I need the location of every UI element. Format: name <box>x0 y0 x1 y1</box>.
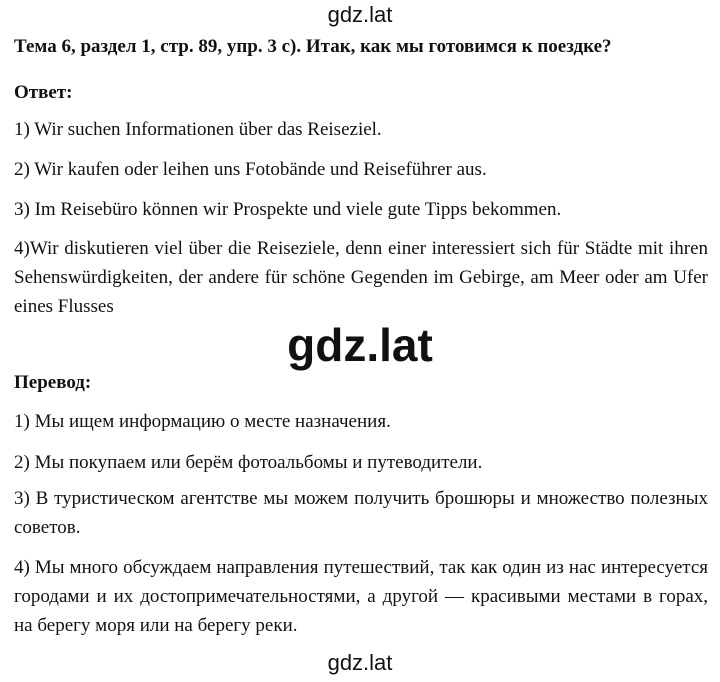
answer-item-2: 2) Wir kaufen oder leihen uns Fotobände und Reiseführer aus. <box>14 159 487 180</box>
translation-item-4: 4) Мы много обсуждаем направления путешествий, так как один из нас интересуется городами и их достопримечательностями, а другой — красивыми местами в горах, на берегу моря или на берегу реки. <box>14 557 708 636</box>
exercise-title: Тема 6, раздел 1, стр. 89, упр. 3 c). Итак, как мы готовимся к поездке? <box>14 36 612 57</box>
translation-item-2: 2) Мы покупаем или берём фотоальбомы и путеводители. <box>14 452 483 473</box>
watermark-bottom: gdz.lat <box>327 650 393 675</box>
watermark-top: gdz.lat <box>327 2 393 27</box>
translation-heading: Перевод: <box>14 372 92 393</box>
answer-item-4: 4)Wir diskutieren viel über die Reiseziele, denn einer interessiert sich für Städte mit ihren Sehenswürdigkeiten, der andere für schöne Gegenden im Gebirge, am Meer oder am Ufer eines Flusses <box>14 238 708 317</box>
translation-item-3: 3) В туристическом агентстве мы можем получить брошюры и множество полезных советов. <box>14 488 708 538</box>
answer-heading: Ответ: <box>14 82 73 103</box>
watermark-middle: gdz.lat <box>287 319 433 371</box>
translation-item-1: 1) Мы ищем информацию о месте назначения. <box>14 411 391 432</box>
answer-item-1: 1) Wir suchen Informationen über das Reiseziel. <box>14 119 382 140</box>
answer-item-3: 3) Im Reisebüro können wir Prospekte und viele gute Tipps bekommen. <box>14 199 562 220</box>
